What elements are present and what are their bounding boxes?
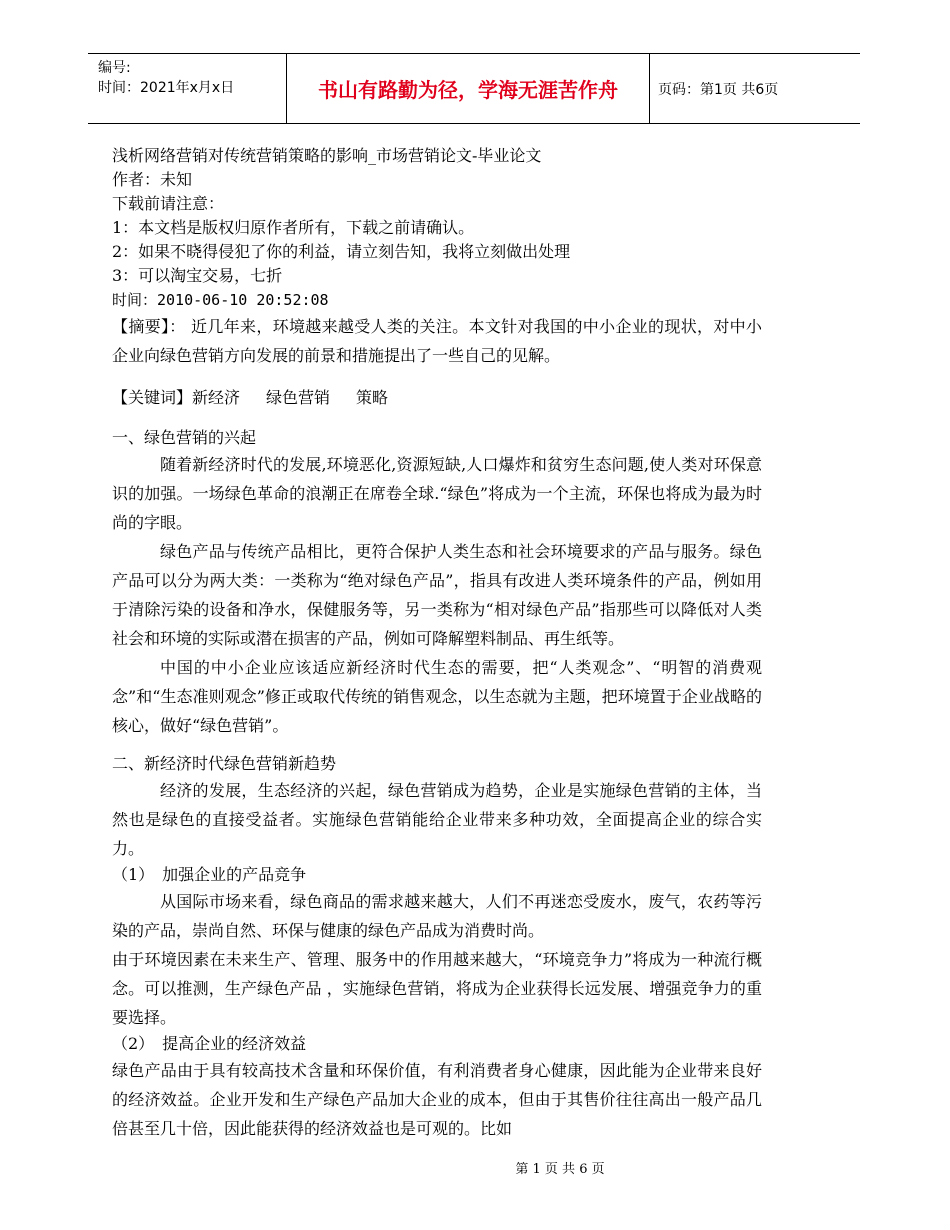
header-page-label: 页码：第1页 共6页 xyxy=(658,81,779,98)
paragraph: 绿色产品由于具有较高技术含量和环保价值，有利消费者身心健康，因此能为企业带来良好的经济效益。企业开发和生产绿色产品加大企业的成本，但由于其售价往往高出一般产品几倍甚至几十倍，因此能获得的经济效益也是可观的。比如 xyxy=(112,1061,762,1138)
doc-time-label: 时间：2021年x月x日 xyxy=(98,80,235,96)
header-meta xyxy=(98,58,288,98)
article-author: 作者：未知 xyxy=(112,170,193,189)
subsection-heading: （2） 提高企业的经济效益 xyxy=(112,1034,307,1053)
section-heading: 二、新经济时代绿色营销新趋势 xyxy=(112,754,337,773)
page-header xyxy=(88,53,860,124)
keyword: 绿色营销 xyxy=(266,388,331,407)
subsection-heading: （1） 加强企业的产品竞争 xyxy=(112,865,307,884)
header-motto: 书山有路勤为径，学海无涯苦作舟 xyxy=(286,54,650,123)
keyword-label: 【关键词】新经济 xyxy=(112,388,241,407)
paragraph: 随着新经济时代的发展,环境恶化,资源短缺,人口爆炸和贫穷生态问题,使人类对环保意识的加强。一场绿色革命的浪潮正在席卷全球.“绿色”将成为一个主流，环保也将成为最为时尚的字眼。 xyxy=(112,455,762,532)
keywords xyxy=(112,386,762,410)
paragraph: 中国的中小企业应该适应新经济时代生态的需要，把“人类观念”、“明智的消费观念”和“生态准则观念”修正或取代传统的销售观念，以生态就为主题，把环境置于企业战略的核心，做好“绿色营销”。 xyxy=(112,658,762,735)
paragraph: 绿色产品与传统产品相比，更符合保护人类生态和社会环境要求的产品与服务。绿色产品可以分为两大类：一类称为“绝对绿色产品”，指具有改进人类环境条件的产品，例如用于清除污染的设备和净水，保健服务等，另一类称为“相对绿色产品”指那些可以降低对人类社会和环境的实际或潜在损害的产品，例如可降解塑料制品、再生纸等。 xyxy=(112,542,762,648)
section-heading: 一、绿色营销的兴起 xyxy=(112,428,257,447)
abstract: 【摘要】： 近几年来，环境越来越受人类的关注。本文针对我国的中小企业的现状，对中小企业向绿色营销方向发展的前景和措施提出了一些自己的见解。 xyxy=(112,317,762,365)
notice-title: 下载前请注意： xyxy=(112,194,225,213)
paragraph: 由于环境因素在未来生产、管理、服务中的作用越来越大，“环境竞争力”将成为一种流行概念。可以推测，生产绿色产品 ，实施绿色营销，将成为企业获得长远发展、增强竞争力的重要选择。 xyxy=(112,950,762,1027)
article-title: 浅析网络营销对传统营销策略的影响_市场营销论文-毕业论文 xyxy=(112,146,542,165)
notice-item: 1：本文档是版权归原作者所有，下载之前请确认。 xyxy=(112,218,475,237)
notice-item: 2：如果不晓得侵犯了你的利益，请立刻告知，我将立刻做出处理 xyxy=(112,242,571,261)
paragraph: 经济的发展，生态经济的兴起，绿色营销成为趋势，企业是实施绿色营销的主体，当然也是绿色的直接受益者。实施绿色营销能给企业带来多种功效，全面提高企业的综合实力。 xyxy=(112,781,762,858)
doc-number-label: 编号: xyxy=(98,60,131,76)
notice-item: 3：可以淘宝交易，七折 xyxy=(112,266,283,285)
keyword: 策略 xyxy=(356,388,389,407)
paragraph: 从国际市场来看，绿色商品的需求越来越大，人们不再迷恋受废水，废气，农药等污染的产品，崇尚自然、环保与健康的绿色产品成为消费时尚。 xyxy=(112,892,762,940)
page-footer: 第 1 页 共 6 页 xyxy=(515,1162,605,1177)
publish-time: 时间：2010-06-10 20:52:08 xyxy=(112,291,329,309)
article-body xyxy=(112,144,762,1143)
